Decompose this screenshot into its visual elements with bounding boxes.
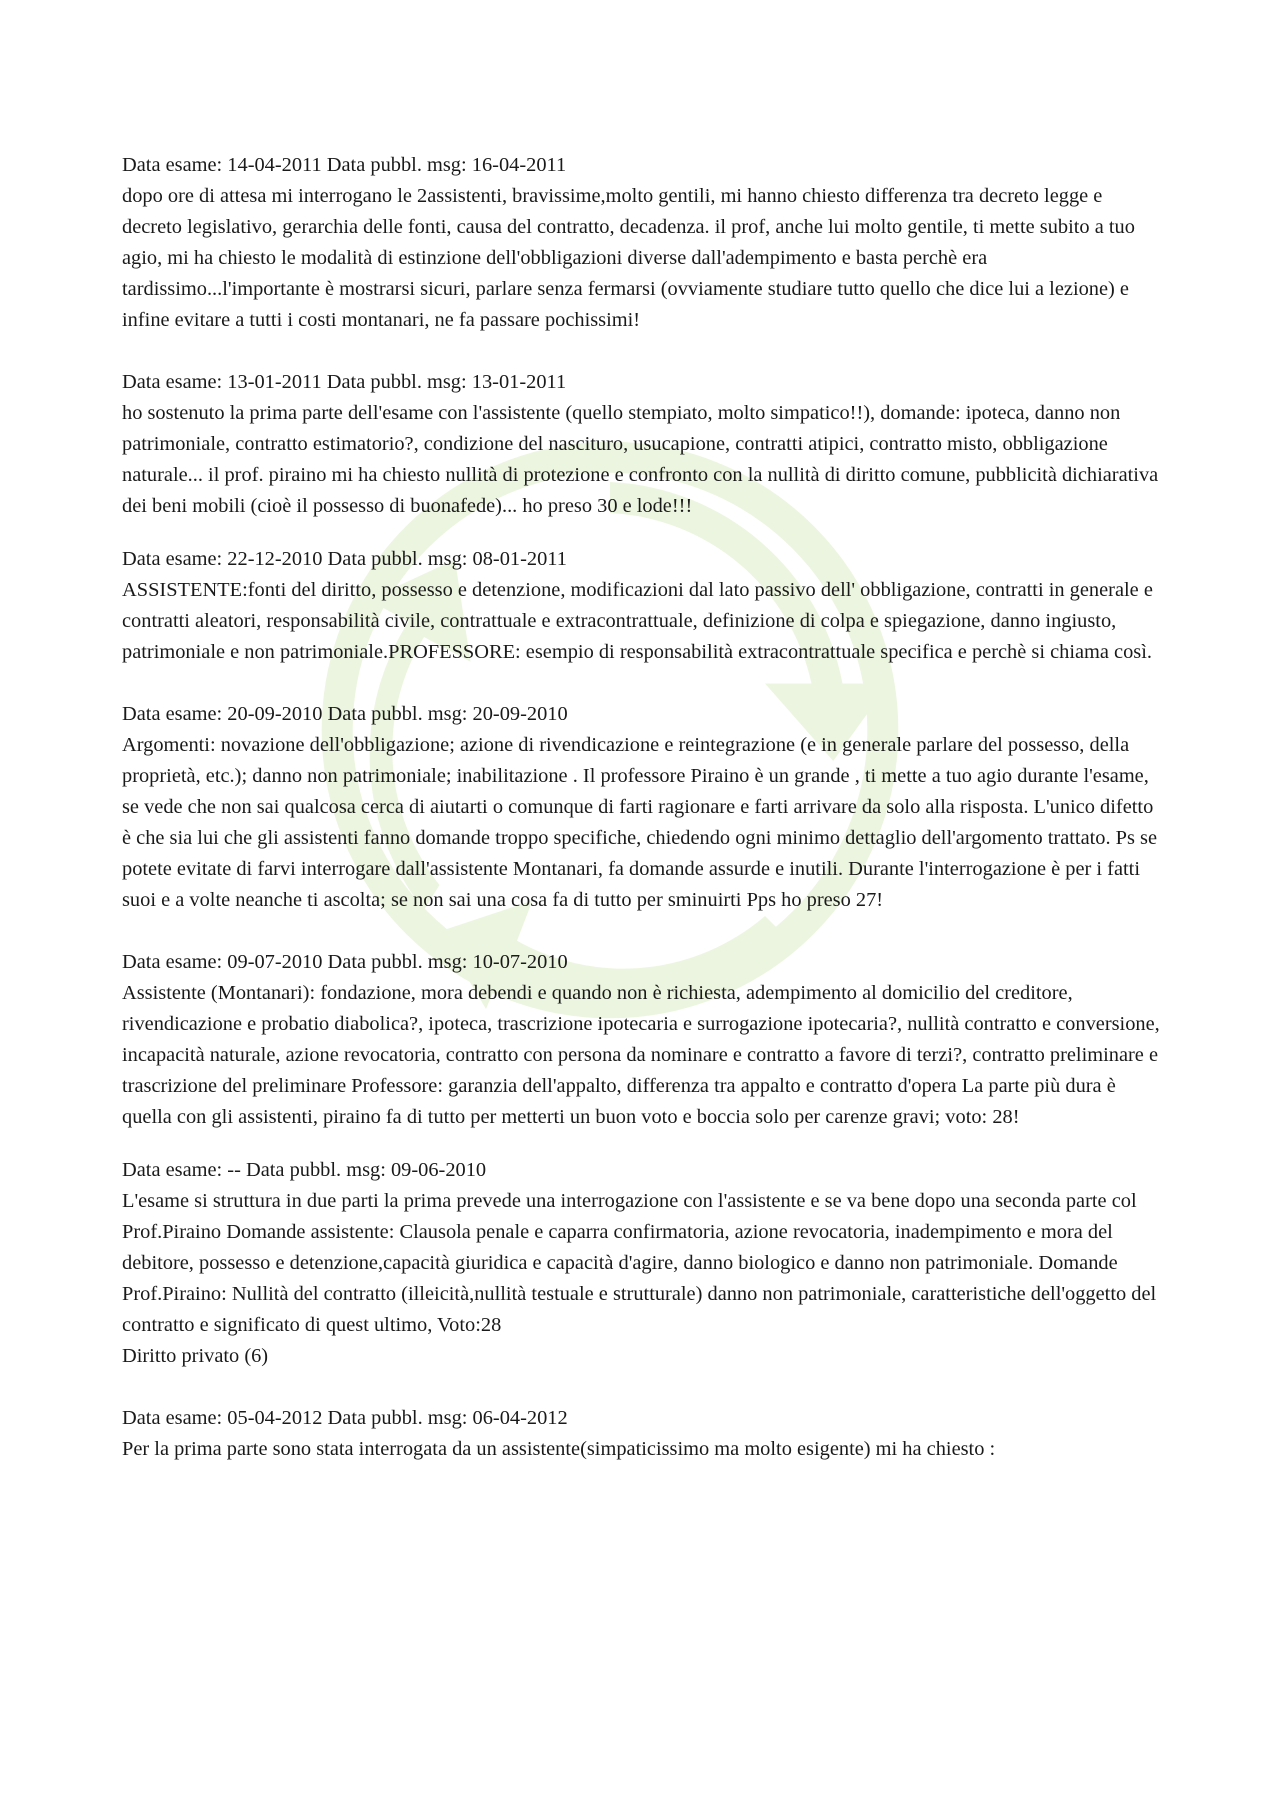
entry-body: L'esame si struttura in due parti la prima prevede una interrogazione con l'assistente e se va bene dopo una seconda parte col Prof.Piraino Domande assistente: Clausola penale e caparra confirmatoria, azione revocatoria, inadempimento e mora del debitore, possesso e detenzione,capacità giuridica e capacità d'agire, danno biologico e danno non patrimoniale. Domande Prof.Piraino: Nullità del contratto (illeicità,nullità testuale e strutturale) danno non patrimoniale, caratteristiche dell'oggetto del contratto e significato di quest ultimo, Voto:28 <box>122 1190 1157 1336</box>
exam-entry <box>122 947 1162 1133</box>
entry-body: dopo ore di attesa mi interrogano le 2assistenti, bravissime,molto gentili, mi hanno chiesto differenza tra decreto legge e decreto legislativo, gerarchia delle fonti, causa del contratto, decadenza. il prof, anche lui molto gentile, ti mette subito a tuo agio, mi ha chiesto le modalità di estinzione dell'obbligazioni diverse dall'adempimento e basta perchè era tardissimo...l'importante è mostrarsi sicuri, parlare senza fermarsi (ovviamente studiare tutto quello che dice lui a lezione) e infine evitare a tutti i costi montanari, ne fa passare pochissimi! <box>122 185 1135 331</box>
entry-body: ho sostenuto la prima parte dell'esame con l'assistente (quello stempiato, molto simpatico!!), domande: ipoteca, danno non patrimoniale, contratto estimatorio?, condizione del nascituro, usucapione, contratti atipici, contratto misto, obbligazione naturale... il prof. piraino mi ha chiesto nullità di protezione e confronto con la nullità di diritto comune, pubblicità dichiarativa dei beni mobili (cioè il possesso di buonafede)... ho preso 30 e lode!!! <box>122 402 1159 517</box>
exam-entry <box>122 544 1162 668</box>
entry-header: Data esame: 20-09-2010 Data pubbl. msg: 20-09-2010 <box>122 703 568 725</box>
entry-header: Data esame: 13-01-2011 Data pubbl. msg: 13-01-2011 <box>122 371 567 393</box>
exam-entry <box>122 699 1162 916</box>
exam-entry <box>122 367 1162 522</box>
entry-header: Data esame: 14-04-2011 Data pubbl. msg: 16-04-2011 <box>122 154 567 176</box>
exam-entry <box>122 1403 1162 1465</box>
document-content <box>122 150 1162 1465</box>
entry-header: Data esame: 09-07-2010 Data pubbl. msg: 10-07-2010 <box>122 951 568 973</box>
entry-header: Data esame: 05-04-2012 Data pubbl. msg: 06-04-2012 <box>122 1407 568 1429</box>
entry-header: Data esame: 22-12-2010 Data pubbl. msg: 08-01-2011 <box>122 548 567 570</box>
entry-body: Assistente (Montanari): fondazione, mora debendi e quando non è richiesta, adempimento al domicilio del creditore, rivendicazione e probatio diabolica?, ipoteca, trascrizione ipotecaria e surrogazione ipotecaria?, nullità contratto e conversione, incapacità naturale, azione revocatoria, contratto con persona da nominare e contratto a favore di terzi?, contratto preliminare e trascrizione del preliminare Professore: garanzia dell'appalto, differenza tra appalto e contratto d'opera La parte più dura è quella con gli assistenti, piraino fa di tutto per metterti un buon voto e boccia solo per carenze gravi; voto: 28! <box>122 982 1160 1128</box>
entry-body: Per la prima parte sono stata interrogata da un assistente(simpaticissimo ma molto esigente) mi ha chiesto : <box>122 1438 996 1460</box>
entry-body: ASSISTENTE:fonti del diritto, possesso e detenzione, modificazioni dal lato passivo dell' obbligazione, contratti in generale e contratti aleatori, responsabilità civile, contrattuale e extracontrattuale, definizione di colpa e spiegazione, danno ingiusto, patrimoniale e non patrimoniale.PROFESSORE: esempio di responsabilità extracontrattuale specifica e perchè si chiama così. <box>122 579 1153 663</box>
exam-entry <box>122 150 1162 336</box>
section-heading: Diritto privato (6) <box>122 1345 269 1367</box>
entry-header: Data esame: -- Data pubbl. msg: 09-06-2010 <box>122 1159 487 1181</box>
exam-entry <box>122 1155 1162 1372</box>
entry-body: Argomenti: novazione dell'obbligazione; azione di rivendicazione e reintegrazione (e in generale parlare del possesso, della proprietà, etc.); danno non patrimoniale; inabilitazione . Il professore Piraino è un grande , ti mette a tuo agio durante l'esame, se vede che non sai qualcosa cerca di aiutarti o comunque di farti ragionare e farti arrivare da solo alla risposta. L'unico difetto è che sia lui che gli assistenti fanno domande troppo specifiche, chiedendo ogni minimo dettaglio dell'argomento trattato. Ps se potete evitate di farvi interrogare dall'assistente Montanari, fa domande assurde e inutili. Durante l'interrogazione è per i fatti suoi e a volte neanche ti ascolta; se non sai una cosa fa di tutto per sminuirti Pps ho preso 27! <box>122 734 1158 911</box>
